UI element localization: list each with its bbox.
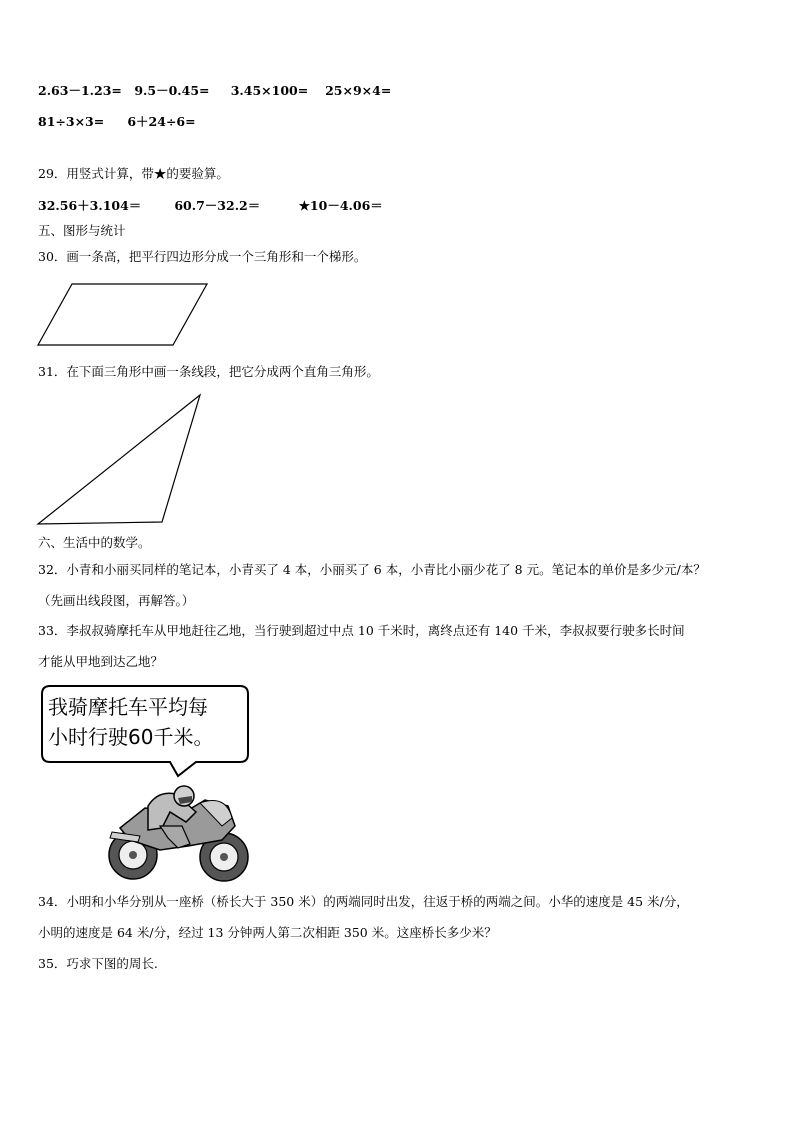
speech-bubble-line: 小时行驶60千米。: [48, 725, 214, 749]
vertical-calc-item: ★10－4.06＝: [298, 198, 383, 213]
speech-bubble-line: 我骑摩托车平均每: [48, 695, 208, 719]
question-29-title: 29．用竖式计算，带★的要验算。: [38, 166, 229, 181]
question-30: 30．画一条高，把平行四边形分成一个三角形和一个梯形。: [38, 249, 367, 264]
question-34-line-1: 34．小明和小华分别从一座桥（桥长大于 350 米）的两端同时出发，往返于桥的两端之间。小华的速度是 45 米/分，: [38, 894, 689, 909]
section-5-heading: 五、图形与统计: [38, 223, 126, 238]
question-32-line-1: 32．小青和小丽买同样的笔记本，小青买了 4 本，小丽买了 6 本，小青比小丽少花了 8 元。笔记本的单价是多少元/本？: [38, 562, 706, 577]
calc-item: 25×9×4=: [325, 83, 392, 98]
question-35: 35．巧求下图的周长.: [38, 956, 158, 971]
calc-item: 2.63－1.23=: [38, 83, 122, 98]
calc-item: 9.5－0.45=: [134, 83, 210, 98]
vertical-calc-item: 60.7－32.2＝: [174, 198, 261, 213]
question-33-line-2: 才能从甲地到达乙地？: [38, 654, 164, 669]
question-33-line-1: 33．李叔叔骑摩托车从甲地赶往乙地，当行驶到超过中点 10 千米时，离终点还有 140 千米，李叔叔要行驶多长时间: [38, 623, 685, 638]
calc-item: 81÷3×3=: [38, 114, 105, 129]
calc-item: 6＋24÷6=: [127, 114, 196, 129]
calc-item: 3.45×100=: [230, 83, 309, 98]
question-31: 31．在下面三角形中画一条线段，把它分成两个直角三角形。: [38, 364, 379, 379]
section-6-heading: 六、生活中的数学。: [38, 535, 151, 550]
question-34-line-2: 小明的速度是 64 米/分，经过 13 分钟两人第二次相距 350 米。这座桥长多少米？: [38, 925, 497, 940]
question-32-line-2: （先画出线段图，再解答。）: [38, 593, 195, 608]
vertical-calc-item: 32.56＋3.104＝: [38, 198, 142, 213]
